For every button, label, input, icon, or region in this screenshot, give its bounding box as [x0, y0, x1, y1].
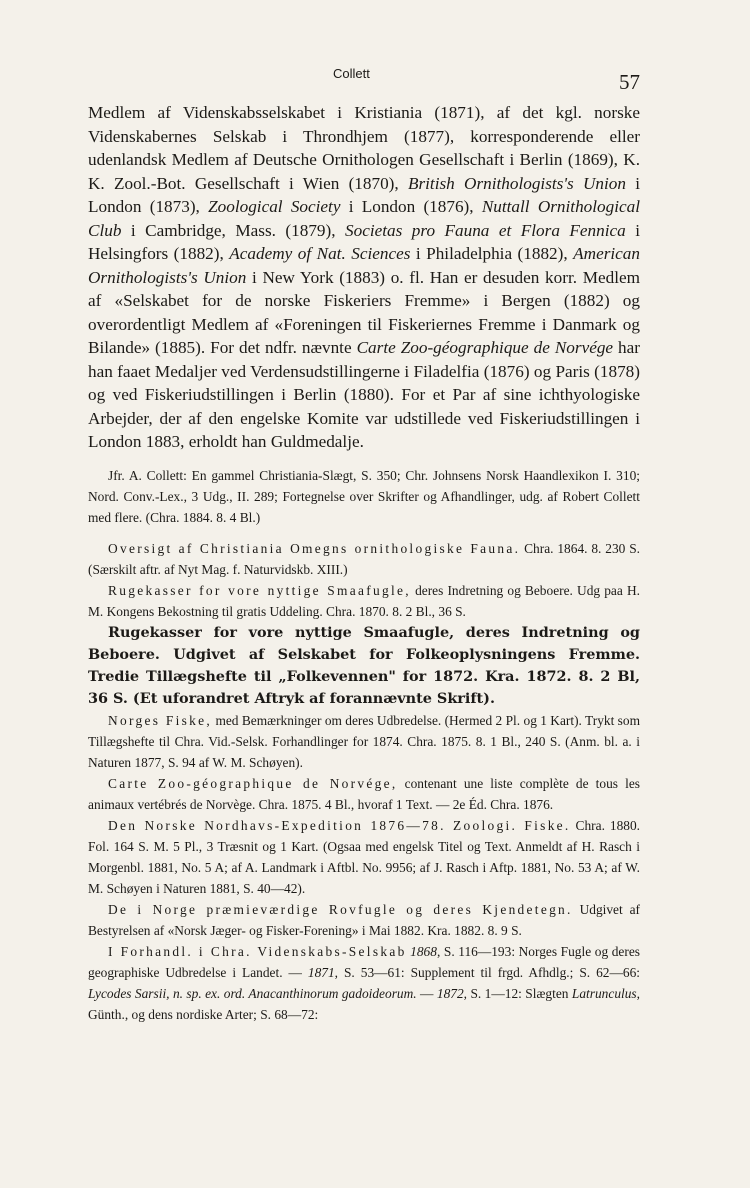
- entry-title: Rugekasser for vore nyttige Smaafugle,: [108, 583, 411, 598]
- bibliography-entry: Carte Zoo-géographique de Norvége, contenant une liste complète de tous les animaux vertébrés de Norvège. Chra. 1875. 4 Bl., hvoraf 1 Text. — 2e Éd. Chra. 1876.: [88, 776, 640, 812]
- bibliography: [88, 465, 640, 1025]
- entry-title: Oversigt af Christiania Omegns ornithologiske Fauna.: [108, 541, 521, 556]
- entry-title: Carte Zoo-géographique de Norvége,: [108, 776, 398, 791]
- bibliography-entry-fraktur: Rugekasser for vore nyttige Smaafugle, deres Indretning og Beboere. Udgivet af Selskabet for Folkeoplysningens Fremme. Tredie Tillægshefte til „Folkevennen" for 1872. Kra. 1872. 8. 2 Bl, 36 S. (Et uforandret Aftryk af forannævnte Skrift).: [88, 624, 640, 707]
- bibliography-entry: De i Norge præmieværdige Rovfugle og deres Kjendetegn. Udgivet af Bestyrelsen af «Norsk Jæger- og Fisker-Forening» i Mai 1882. Kra. 1882. 8. 9 S.: [88, 902, 640, 938]
- bibliography-entry: I Forhandl. i Chra. Videnskabs-Selskab 1868, S. 116—193: Norges Fugle og deres geographiske Udbredelse i Landet. — 1871, S. 53—61: Supplement til frgd. Afhdlg.; S. 62—66: Lycodes Sarsii, n. sp. ex. ord. Anacanthinorum gadoideorum. — 1872, S. 1—12: Slægten Latrunculus, Günth., og dens nordiske Arter; S. 68—72:: [88, 944, 640, 1022]
- genus-name: Latrunculus: [571, 986, 637, 1001]
- year: 1871: [307, 965, 335, 980]
- year: 1868: [410, 944, 437, 959]
- bibliography-entry: Rugekasser for vore nyttige Smaafugle, deres Indretning og Beboere. Udg paa H. M. Kongens Bekostning til gratis Uddeling. Chra. 1870. 8. 2 Bl., 36 S.: [88, 583, 640, 619]
- species-name: Lycodes Sarsii, n. sp. ex. ord. Anacanthinorum gadoideorum.: [88, 986, 417, 1001]
- society-name: Societas pro Fauna et Flora Fennica: [345, 220, 626, 240]
- society-name: Nuttall Ornithological Club: [88, 197, 640, 240]
- entry-title: Den Norske Nordhavs-Expedition 1876—78. Zoologi. Fiske.: [108, 818, 571, 833]
- sources-note: Jfr. A. Collett: En gammel Christiania-Slægt, S. 350; Chr. Johnsens Norsk Haandlexikon I. 310; Nord. Conv.-Lex., 3 Udg., II. 289; Fortegnelse over Skrifter og Afhandlinger, udg. af Robert Collett med flere. (Chra. 1884. 8. 4 Bl.): [88, 468, 640, 525]
- map-title: Carte Zoo-géographique de Norvége: [356, 338, 614, 357]
- body-paragraph: Medlem af Videnskabsselskabet i Kristiania (1871), af det kgl. norske Videnskabernes Selskab i Throndhjem (1877), korresponderende eller udenlandsk Medlem af Deutsche Ornithologen Gesellschaft i Berlin (1869), K. K. Zool.-Bot. Gesellschaft i Wien (1870), British Ornithologists's Union i London (1873), Zoological Society i London (1876), Nuttall Ornithological Club i Cambridge, Mass. (1879), Societas pro Fauna et Flora Fennica i Helsingfors (1882), Academy of Nat. Sciences i Philadelphia (1882), American Ornithologists's Union i New York (1883) o. fl. Han er desuden korr. Medlem af «Selskabet for de norske Fiskeriers Fremme» i Bergen (1882) og overordentligt Medlem af «Foreningen til Fiskeriernes Fremme i Danmark og Bilande» (1885). For det ndfr. nævnte Carte Zoo-géographique de Norvége har han faaet Medaljer ved Verdensudstillingerne i Filadelfia (1876) og Paris (1878) og ved Fiskeriudstillingen i Berlin (1880). For et Par af sine ichthyologiske Arbejder, der af den engelske Komite var udstillede ved Fiskeriudstillingen i London 1883, erholdt han Guldmedalje.: [88, 103, 640, 451]
- society-name: American Ornithologists's Union: [88, 244, 640, 287]
- bibliography-entry: Norges Fiske, med Bemærkninger om deres Udbredelse. (Hermed 2 Pl. og 1 Kart). Trykt som Tillægshefte til Chra. Vid.-Selsk. Forhandlinger for 1874. Chra. 1875. 8. 1 Bl., 240 S. (Anm. bl. a. i Naturen 1877, S. 94 af W. M. Schøyen).: [88, 713, 640, 770]
- bibliography-entry: Den Norske Nordhavs-Expedition 1876—78. Zoologi. Fiske. Chra. 1880. Fol. 164 S. M. 5 Pl., 3 Træsnit og 1 Kart. (Ogsaa med engelsk Titel og Text. Anmeldt af H. Rasch i Morgenbl. 1881, No. 5 A; af A. Landmark i Aftbl. No. 9956; af J. Rasch i Aftp. 1881, No. 53 A; af W. M. Schøyen i Naturen 1881, S. 40—42).: [88, 818, 640, 896]
- society-name: Zoological Society: [208, 197, 341, 216]
- page-number: 57: [619, 70, 640, 94]
- bibliography-entry: Oversigt af Christiania Omegns ornithologiske Fauna. Chra. 1864. 8. 230 S. (Særskilt aftr. af Nyt Mag. f. Naturvidskb. XIII.): [88, 541, 641, 577]
- society-name: Academy of Nat. Sciences: [229, 244, 411, 263]
- entry-title: Norges Fiske,: [108, 713, 213, 728]
- society-name: British Ornithologists's Union: [407, 173, 626, 193]
- running-head: Collett: [333, 66, 370, 81]
- year: 1872: [436, 986, 464, 1001]
- entry-title: De i Norge præmieværdige Rovfugle og deres Kjendetegn.: [108, 902, 573, 917]
